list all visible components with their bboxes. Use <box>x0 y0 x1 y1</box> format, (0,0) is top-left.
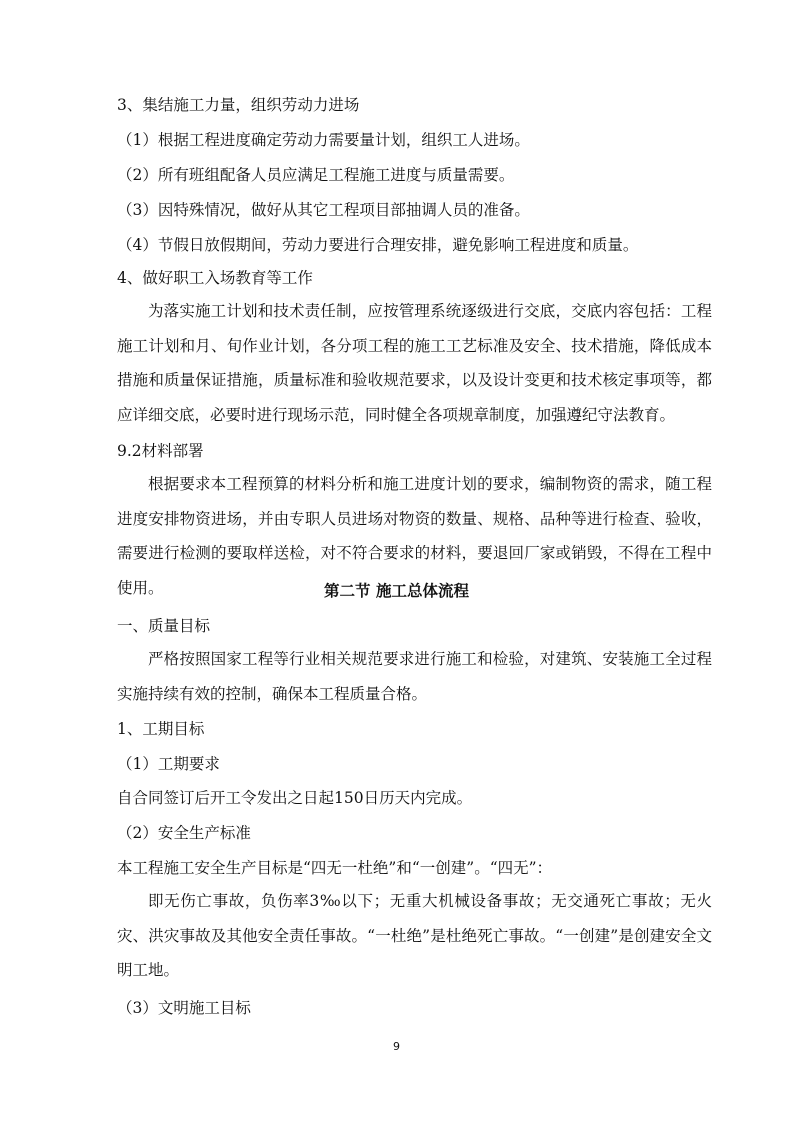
list-item: （2）安全生产标准 <box>117 824 251 842</box>
paragraph-safety-details: 即无伤亡事故，负伤率3‰以下；无重大机械设备事故；无交通死亡事故；无火灾、洪灾事故及其他安全责任事故。“一杜绝”是杜绝死亡事故。“一创建”是创建安全文明工地。 <box>117 892 712 979</box>
list-item: （3）因特殊情况，做好从其它工程项目部抽调人员的准备。 <box>117 201 530 219</box>
paragraph-quality: 严格按照国家工程等行业相关规范要求进行施工和检验，对建筑、安装施工全过程实施持续有效的控制，确保本工程质量合格。 <box>117 650 712 703</box>
list-item: （2）所有班组配备人员应满足工程施工进度与质量需要。 <box>117 166 515 184</box>
subheading-schedule-target: 1、工期目标 <box>117 720 205 738</box>
list-item: （4）节假日放假期间，劳动力要进行合理安排，避免影响工程进度和质量。 <box>117 236 639 254</box>
list-item: （3）文明施工目标 <box>117 999 251 1017</box>
subheading-worker-education: 4、做好职工入场教育等工作 <box>117 269 313 287</box>
paragraph-safety-goal: 本工程施工安全生产目标是“四无一杜绝”和“一创建”。“四无”： <box>117 859 553 877</box>
page-number: 9 <box>393 1040 400 1053</box>
list-item: （1）工期要求 <box>117 755 220 773</box>
paragraph-materials: 根据要求本工程预算的材料分析和施工进度计划的要求，编制物资的需求，随工程进度安排物资进场，并由专职人员进场对物资的数量、规格、品种等进行检查、验收，需要进行检测的要取样送检，对不符合要求的材料，要退回厂家或销毁，不得在工程中使用。 <box>117 475 712 597</box>
list-item: （1）根据工程进度确定劳动力需要量计划，组织工人进场。 <box>117 131 530 149</box>
paragraph-technical-briefing: 为落实施工计划和技术责任制，应按管理系统逐级进行交底，交底内容包括：工程施工计划和月、旬作业计划，各分项工程的施工工艺标准及安全、技术措施，降低成本措施和质量保证措施，质量标准和验收规范要求，以及设计变更和技术核定事项等，都应详细交底，必要时进行现场示范，同时健全各项规章制度，加强遵纪守法教育。 <box>117 302 712 424</box>
section-heading: 第二节 施工总体流程 <box>324 581 469 600</box>
subheading-quality-target: 一、质量目标 <box>117 617 211 635</box>
subheading-materials: 9.2材料部署 <box>117 442 204 460</box>
subheading-labor-mobilization: 3、集结施工力量，组织劳动力进场 <box>117 96 360 114</box>
paragraph-duration: 自合同签订后开工令发出之日起150日历天内完成。 <box>117 789 473 807</box>
